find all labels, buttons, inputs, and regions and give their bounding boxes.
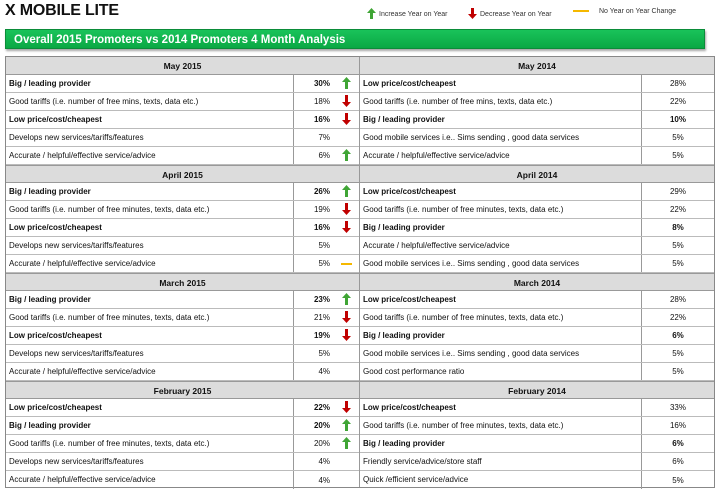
- row-label: Big / leading provider: [360, 219, 642, 236]
- row-label: Low price/cost/cheapest: [6, 219, 294, 236]
- row-label: Good tariffs (i.e. number of free minutes, texts, data etc.): [360, 309, 642, 326]
- table-row: [360, 363, 714, 381]
- table-row: [6, 471, 359, 489]
- row-value: 26%: [313, 187, 330, 196]
- table-row: [360, 327, 714, 345]
- trend-cell: [334, 149, 359, 163]
- row-value: 5%: [672, 475, 684, 485]
- trend-cell: [334, 329, 359, 343]
- table-row: [360, 291, 714, 309]
- trend-cell: [334, 77, 359, 91]
- row-value: 16%: [669, 421, 686, 430]
- row-label: Good tariffs (i.e. number of free mins, texts, data etc.): [360, 93, 642, 110]
- table-row: [360, 309, 714, 327]
- table-row: [360, 237, 714, 255]
- arrow-up-icon: [367, 8, 376, 21]
- row-label: Big / leading provider: [360, 327, 642, 344]
- arrow-up-icon: [342, 149, 351, 163]
- table-row: [6, 417, 359, 435]
- row-value: 5%: [672, 151, 684, 160]
- row-value: 22%: [313, 403, 330, 412]
- section-title: March 2014: [360, 273, 714, 291]
- trend-cell: [334, 293, 359, 307]
- arrow-up-icon: [342, 77, 351, 91]
- row-value: 22%: [669, 205, 686, 214]
- row-value: 4%: [318, 475, 330, 485]
- arrow-down-icon: [342, 311, 351, 325]
- row-label: Good tariffs (i.e. number of free minutes, texts, data etc.): [6, 435, 294, 452]
- section-left: [6, 273, 359, 381]
- arrow-up-icon: [342, 419, 351, 433]
- table-row: [360, 111, 714, 129]
- row-value: 20%: [313, 421, 330, 430]
- row-value: 4%: [318, 457, 330, 466]
- row-value: 8%: [672, 223, 684, 232]
- legend-decrease-label: Decrease Year on Year: [480, 11, 552, 18]
- comparison-tables: [5, 56, 715, 488]
- table-row: [360, 399, 714, 417]
- table-row: [6, 183, 359, 201]
- row-label: Good mobile services i.e.. Sims sending , good data services: [360, 255, 642, 272]
- legend-increase-label: Increase Year on Year: [379, 11, 448, 18]
- row-label: Accurate / helpful/effective service/advice: [6, 255, 294, 272]
- arrow-down-icon: [342, 401, 351, 415]
- row-value: 5%: [672, 367, 684, 376]
- table-row: [6, 93, 359, 111]
- trend-cell: [334, 437, 359, 451]
- row-label: Develops new services/tariffs/features: [6, 453, 294, 470]
- table-row: [360, 219, 714, 237]
- table-row: [360, 255, 714, 273]
- row-label: Big / leading provider: [6, 417, 294, 434]
- arrow-down-icon: [342, 95, 351, 109]
- row-value: 5%: [672, 241, 684, 250]
- section-title: March 2015: [6, 273, 359, 291]
- arrow-down-icon: [468, 8, 477, 21]
- row-label: Develops new services/tariffs/features: [6, 129, 294, 146]
- row-value: 6%: [672, 457, 684, 466]
- row-label: Accurate / helpful/effective service/advice: [6, 363, 294, 380]
- table-row: [360, 147, 714, 165]
- table-row: [360, 75, 714, 93]
- row-label: Good tariffs (i.e. number of free minutes, texts, data etc.): [6, 309, 294, 326]
- row-label: Develops new services/tariffs/features: [6, 237, 294, 254]
- row-value: 16%: [313, 223, 330, 232]
- page-title: X MOBILE LITE: [5, 2, 119, 19]
- row-label: Low price/cost/cheapest: [6, 111, 294, 128]
- legend-decrease: [468, 8, 552, 21]
- analysis-banner: Overall 2015 Promoters vs 2014 Promoters 4 Month Analysis: [5, 29, 705, 49]
- table-row: [6, 111, 359, 129]
- row-value: 5%: [672, 349, 684, 358]
- table-2014: [360, 57, 714, 487]
- row-value: 19%: [313, 205, 330, 214]
- section-left: [6, 381, 359, 489]
- section-left: [6, 57, 359, 165]
- trend-cell: [334, 311, 359, 325]
- section-right: [360, 57, 714, 165]
- row-value: 29%: [669, 187, 686, 196]
- trend-cell: [334, 203, 359, 217]
- row-value: 6%: [672, 439, 684, 448]
- trend-cell: [334, 113, 359, 127]
- table-row: [6, 435, 359, 453]
- table-row: [360, 183, 714, 201]
- table-row: [6, 327, 359, 345]
- row-label: Good tariffs (i.e. number of free minutes, texts, data etc.): [6, 201, 294, 218]
- table-row: [6, 219, 359, 237]
- row-label: Accurate / helpful/effective service/advice: [360, 237, 642, 254]
- row-label: Big / leading provider: [6, 75, 294, 92]
- table-row: [360, 435, 714, 453]
- section-title: May 2014: [360, 57, 714, 75]
- row-value: 30%: [313, 79, 330, 88]
- table-row: [6, 201, 359, 219]
- table-row: [6, 309, 359, 327]
- legend-increase: [367, 8, 448, 21]
- row-value: 20%: [313, 439, 330, 448]
- row-value: 18%: [313, 97, 330, 106]
- row-label: Accurate / helpful/effective service/advice: [6, 471, 294, 489]
- row-value: 5%: [318, 259, 330, 268]
- row-value: 16%: [313, 115, 330, 124]
- section-title: April 2014: [360, 165, 714, 183]
- trend-cell: [334, 221, 359, 235]
- row-value: 23%: [313, 295, 330, 304]
- row-label: Big / leading provider: [360, 111, 642, 128]
- row-label: Quick /efficient service/advice: [360, 471, 642, 489]
- table-row: [6, 129, 359, 147]
- row-value: 19%: [313, 331, 330, 340]
- row-value: 28%: [669, 295, 686, 304]
- section-title: February 2014: [360, 381, 714, 399]
- section-right: [360, 381, 714, 489]
- table-row: [360, 129, 714, 147]
- section-title: May 2015: [6, 57, 359, 75]
- row-value: 7%: [318, 133, 330, 142]
- arrow-up-icon: [342, 293, 351, 307]
- row-label: Develops new services/tariffs/features: [6, 345, 294, 362]
- table-row: [360, 471, 714, 489]
- row-label: Low price/cost/cheapest: [360, 399, 642, 416]
- row-value: 10%: [669, 115, 686, 124]
- arrow-up-icon: [342, 185, 351, 199]
- row-value: 6%: [318, 151, 330, 160]
- row-label: Good mobile services i.e.. Sims sending , good data services: [360, 129, 642, 146]
- table-row: [6, 147, 359, 165]
- row-value: 5%: [672, 133, 684, 142]
- row-label: Big / leading provider: [6, 291, 294, 308]
- row-value: 5%: [318, 349, 330, 358]
- trend-cell: [334, 259, 359, 268]
- table-row: [6, 453, 359, 471]
- table-row: [6, 75, 359, 93]
- table-row: [360, 201, 714, 219]
- table-row: [360, 93, 714, 111]
- row-label: Good cost performance ratio: [360, 363, 642, 380]
- arrow-down-icon: [342, 203, 351, 217]
- legend-no-change: [573, 8, 676, 15]
- row-label: Low price/cost/cheapest: [6, 399, 294, 416]
- trend-cell: [334, 401, 359, 415]
- row-label: Accurate / helpful/effective service/advice: [360, 147, 642, 164]
- table-row: [6, 237, 359, 255]
- arrow-down-icon: [342, 113, 351, 127]
- section-right: [360, 273, 714, 381]
- trend-cell: [334, 419, 359, 433]
- row-value: 21%: [313, 313, 330, 322]
- legend-no-change-label: No Year on Year Change: [599, 8, 677, 15]
- row-label: Low price/cost/cheapest: [360, 291, 642, 308]
- row-label: Good tariffs (i.e. number of free minutes, texts, data etc.): [360, 417, 642, 434]
- row-value: 4%: [318, 367, 330, 376]
- row-label: Low price/cost/cheapest: [6, 327, 294, 344]
- row-value: 33%: [669, 403, 686, 412]
- table-row: [360, 417, 714, 435]
- table-row: [360, 345, 714, 363]
- section-right: [360, 165, 714, 273]
- table-row: [6, 399, 359, 417]
- table-row: [6, 255, 359, 273]
- row-value: 22%: [669, 313, 686, 322]
- row-label: Big / leading provider: [6, 183, 294, 200]
- section-title: February 2015: [6, 381, 359, 399]
- arrow-up-icon: [342, 437, 351, 451]
- table-2015: [6, 57, 360, 487]
- row-label: Accurate / helpful/effective service/advice: [6, 147, 294, 164]
- row-value: 5%: [672, 259, 684, 268]
- section-title: April 2015: [6, 165, 359, 183]
- row-label: Big / leading provider: [360, 435, 642, 452]
- dash-icon: [573, 8, 589, 15]
- row-label: Friendly service/advice/store staff: [360, 453, 642, 470]
- row-label: Good tariffs (i.e. number of free minutes, texts, data etc.): [360, 201, 642, 218]
- table-row: [360, 453, 714, 471]
- table-row: [6, 363, 359, 381]
- trend-cell: [334, 95, 359, 109]
- arrow-down-icon: [342, 329, 351, 343]
- row-label: Good mobile services i.e.. Sims sending , good data services: [360, 345, 642, 362]
- row-label: Good tariffs (i.e. number of free mins, texts, data etc.): [6, 93, 294, 110]
- table-row: [6, 291, 359, 309]
- section-left: [6, 165, 359, 273]
- row-value: 22%: [669, 97, 686, 106]
- row-label: Low price/cost/cheapest: [360, 183, 642, 200]
- row-value: 28%: [669, 79, 686, 88]
- dash-icon: [341, 259, 352, 268]
- row-value: 6%: [672, 331, 684, 340]
- row-label: Low price/cost/cheapest: [360, 75, 642, 92]
- trend-cell: [334, 185, 359, 199]
- table-row: [6, 345, 359, 363]
- row-value: 5%: [318, 241, 330, 250]
- arrow-down-icon: [342, 221, 351, 235]
